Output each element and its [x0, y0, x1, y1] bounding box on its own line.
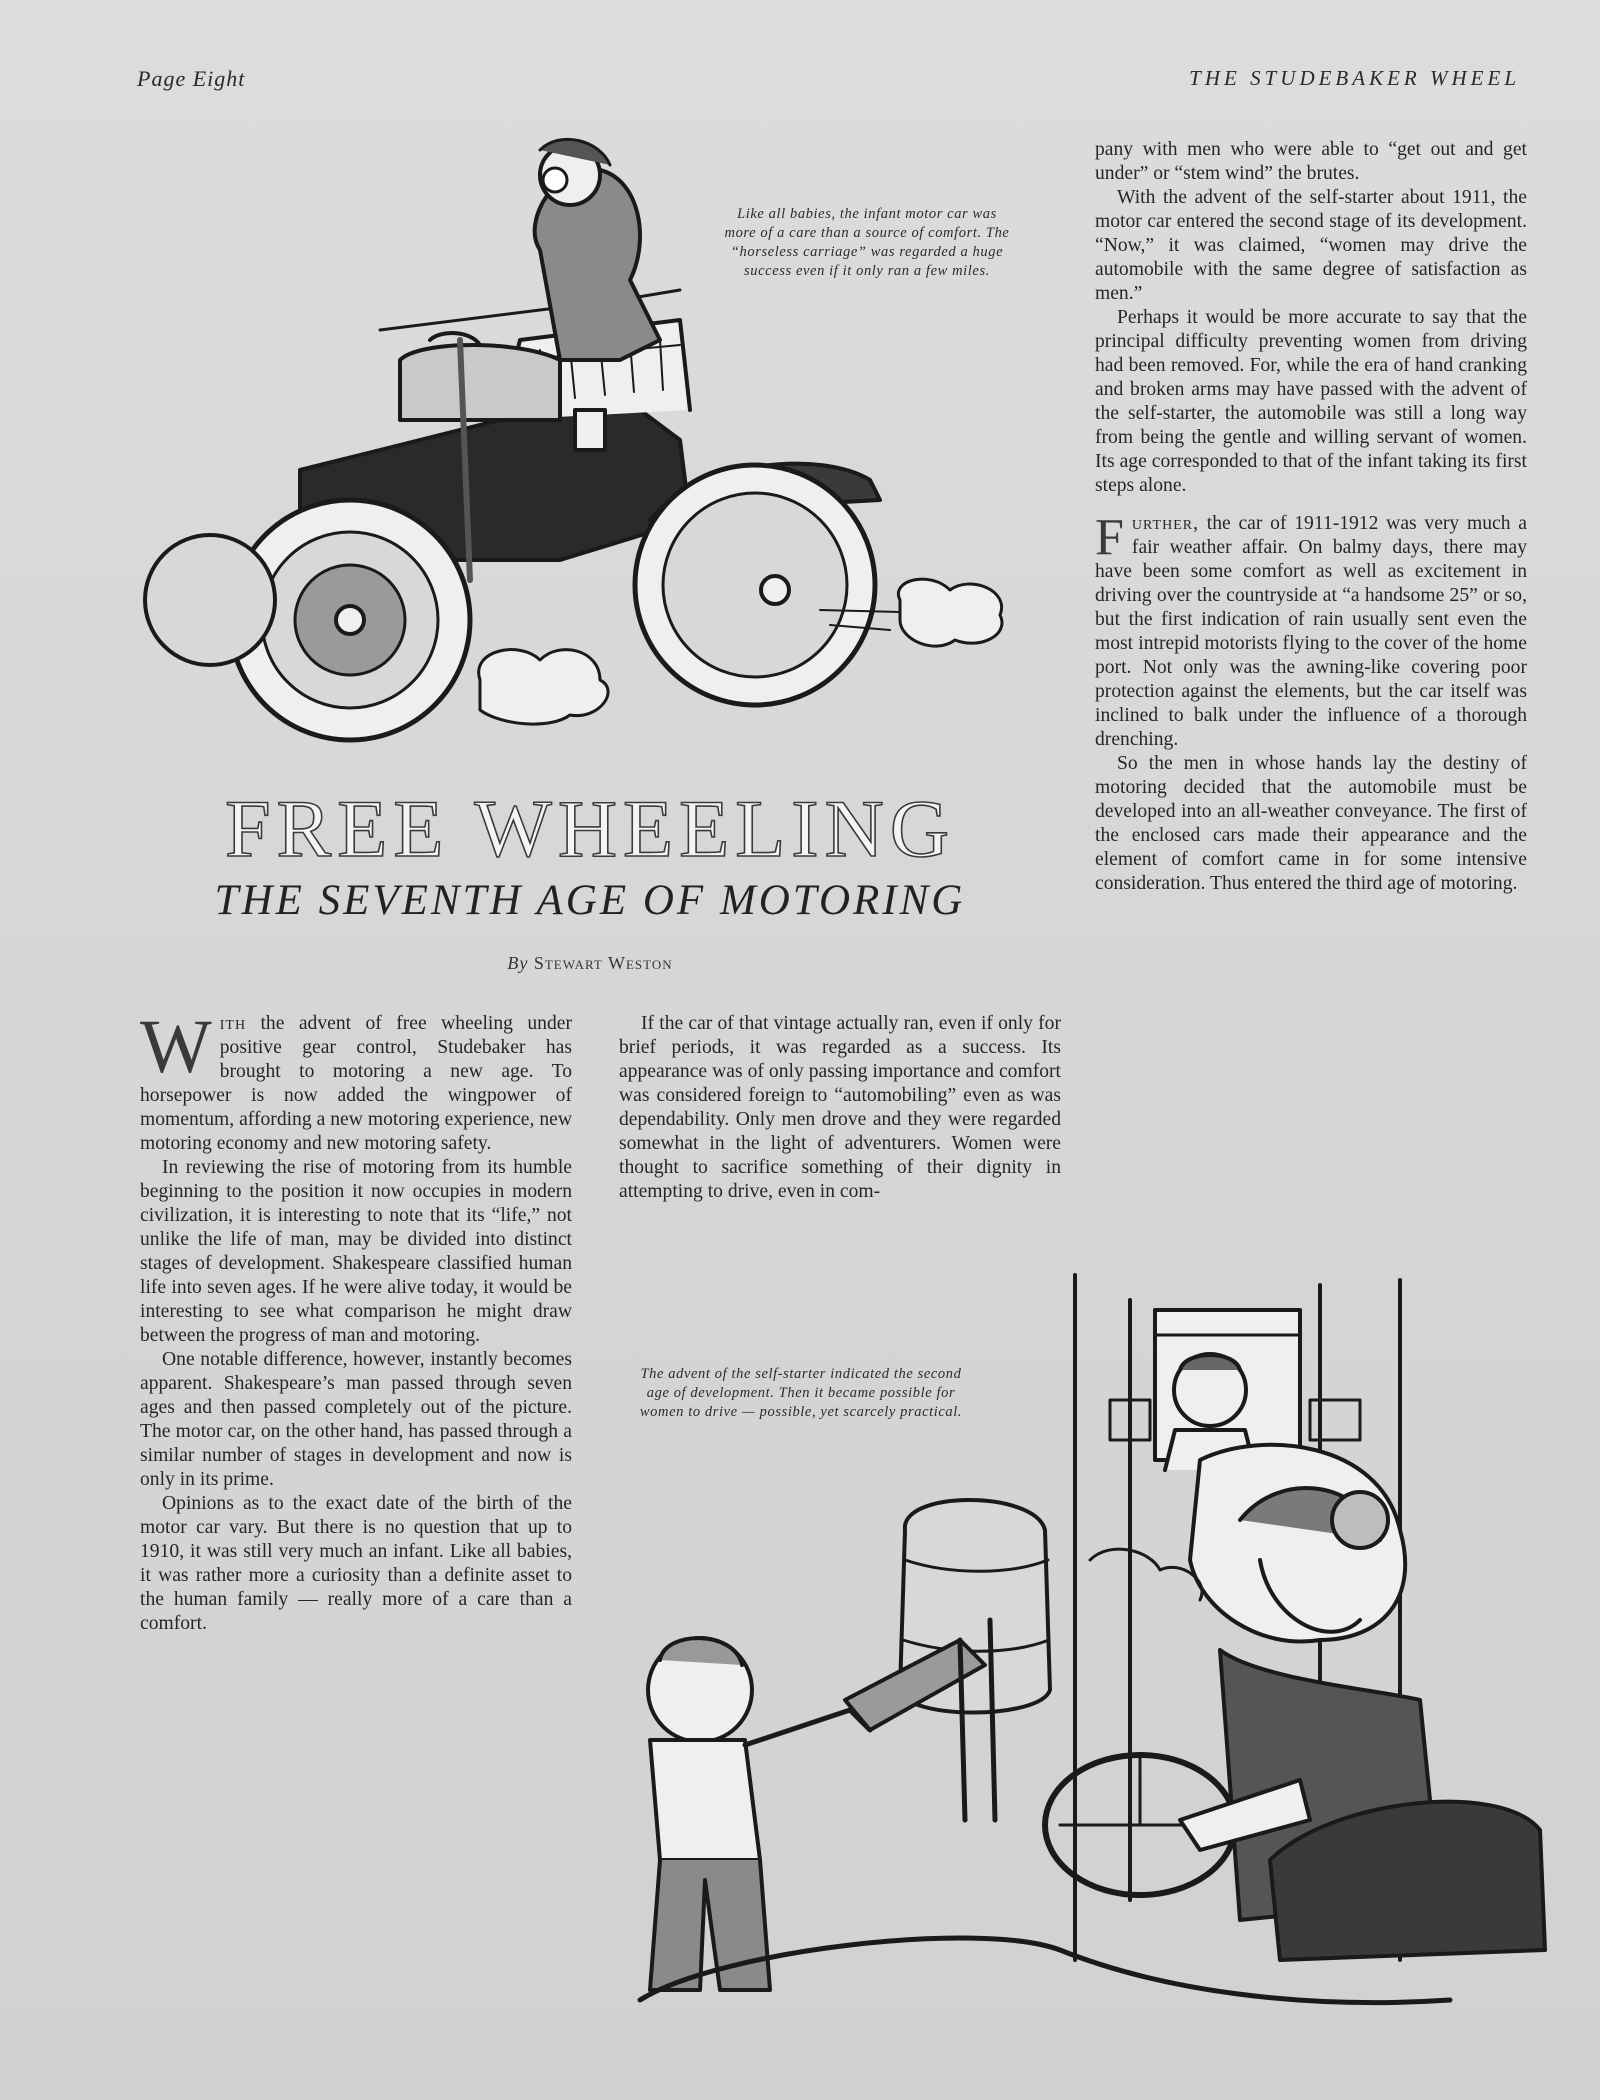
- magazine-title: THE STUDEBAKER WHEEL: [1189, 66, 1520, 90]
- page-number-label: Page Eight: [137, 66, 246, 91]
- right-paragraph-3: Perhaps it would be more accurate to say that the principal difficulty preventing women from driving had been removed. For, while the era of hand cranking and broken arms may have passed with the advent of the self-starter, the automobile was still a long way from being the gentle and willing servant of women. Its age corresponded to that of the infant taking its first steps alone.: [1095, 307, 1527, 496]
- article-subtitle: THE SEVENTH AGE OF MOTORING: [214, 877, 966, 924]
- right-paragraph-2: With the advent of the self-starter about 1911, the motor car entered the second stage of its development. “Now,” it was claimed, “women may drive the automobile with the same degree of satisfaction as men.”: [1095, 187, 1527, 304]
- byline-prefix: By: [507, 953, 529, 973]
- right-p4-text: the car of 1911-1912 was very much a fair weather affair. On balmy days, there may have been some comfort as well as excitement in driving over the countryside at “a handsome 25” or so, but the first indication of rain usually sent even the most intrepid motorists flying to the cover of the home port. Not only was the awning-like covering poor protection against the elements, but the car itself was inclined to balk under the influence of a thorough drenching.: [1095, 513, 1527, 750]
- middle-paragraph-1: If the car of that vintage actually ran, even if only for brief periods, it was regarded as a success. Its appearance was of only passing importance and comfort was considered foreign to “automobiling” even as was dependability. Only men drove and they were regarded somewhat in the light of adventurers. Women were thought to sacrifice something of their dignity in attempting to drive, even in com-: [619, 1013, 1061, 1202]
- right-paragraph-1: pany with men who were able to “get out and get under” or “stem wind” the brutes.: [1095, 139, 1527, 184]
- smallcaps-urther: urther,: [1131, 513, 1199, 534]
- dropcap-f: F: [1095, 509, 1124, 566]
- byline-author: Stewart Weston: [533, 953, 673, 973]
- caption-infant-car: Like all babies, the infant motor car was more of a care than a source of comfort. The “horseless carriage” was regarded a huge success even if it only ran a few miles.: [724, 206, 1010, 279]
- article-title: FREE WHEELING: [224, 783, 956, 874]
- left-paragraph-4: Opinions as to the exact date of the birth of the motor car vary. But there is no question that up to 1910, it was still very much an infant. Like all babies, it was rather more a curiosity than a definite asset to the human family — really more of a care than a comfort.: [140, 1493, 572, 1634]
- left-paragraph-2: In reviewing the rise of motoring from its humble beginning to the position it now occupies in modern civilization, it is interesting to note that its “life,” not unlike the life of man, may be divided into distinct stages of development. Shakespeare classified human life into seven ages. If he were alive today, it would be interesting to see what comparison he might draw between the progress of man and motoring.: [140, 1157, 572, 1346]
- left-paragraph-3: One notable difference, however, instantly becomes apparent. Shakespeare’s man passed through seven ages and then passed completely out of the picture. The motor car, on the other hand, has passed through a similar number of stages in development and now is only in its prime.: [140, 1349, 572, 1490]
- caption-self-starter: The advent of the self-starter indicated the second age of development. Then it became possible for women to drive — possible, yet scarcely practical.: [639, 1366, 963, 1420]
- right-paragraph-5: So the men in whose hands lay the destiny of motoring decided that the automobile must be developed into an all-weather conveyance. The first of the enclosed cars made their appearance and the element of comfort came in for some intensive consideration. Thus entered the third age of motoring.: [1095, 753, 1527, 894]
- dropcap-w: W: [140, 1005, 212, 1089]
- smallcaps-ith: ith: [219, 1013, 247, 1034]
- left-p1-text: the advent of free wheeling under positive gear control, Studebaker has brought to motoring a new age. To horsepower is now added the wingpower of momentum, affording a new motoring experience, new motoring economy and new motoring safety.: [140, 1013, 572, 1154]
